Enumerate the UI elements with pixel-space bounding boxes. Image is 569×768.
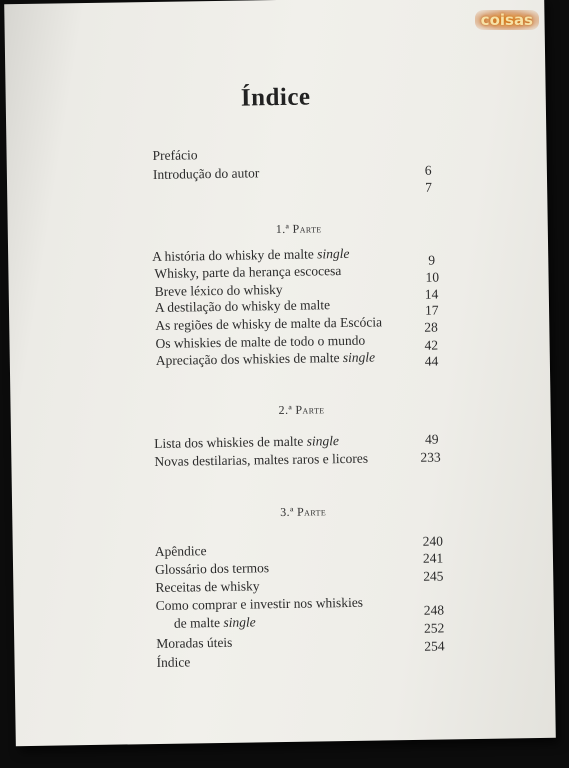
toc-page-number: 245	[423, 568, 444, 584]
book-page	[4, 0, 556, 746]
toc-page-number: 248	[423, 602, 445, 618]
toc-entry-label: Como comprar e investir nos whiskies	[155, 594, 364, 613]
toc-page-number: 42	[424, 337, 439, 353]
toc-entry-label: Introdução do autor	[152, 165, 260, 182]
toc-page-number: 6	[424, 162, 432, 178]
toc-entry-label: A destilação do whisky de malte	[154, 297, 331, 315]
part-number: 1.ª	[275, 221, 290, 237]
part-word: Parte	[292, 221, 322, 236]
entry-text: A história do whisky de malte	[152, 246, 314, 264]
page-title: Índice	[240, 83, 311, 112]
toc-page-number: 9	[428, 252, 436, 268]
toc-page-number: 28	[424, 319, 438, 335]
part-heading	[276, 221, 322, 237]
toc-entry-label: Moradas úteis	[156, 634, 233, 651]
toc-entry-label: Receitas de whisky	[155, 578, 260, 595]
toc-entry-label	[156, 350, 376, 369]
toc-page-number: 254	[424, 638, 445, 654]
toc-entry-label: Whisky, parte da herança escocesa	[154, 263, 342, 281]
part-word: Parte	[296, 504, 327, 519]
toc-page-number: 17	[424, 302, 439, 318]
toc-entry-label: Índice	[156, 654, 191, 670]
part-word: Parte	[295, 402, 325, 417]
toc-entry-label	[174, 614, 256, 631]
toc-entry-label: As regiões de whisky de malte da Escócia	[155, 314, 383, 333]
entry-italic-text: single	[306, 433, 340, 449]
toc-page-number: 7	[425, 179, 432, 195]
entry-text: Lista dos whiskies de malte	[154, 433, 304, 451]
toc-entry-label: Glossário dos termos	[154, 560, 270, 577]
entry-italic-text: single	[342, 349, 376, 366]
entry-italic-text: single	[317, 245, 350, 262]
toc-page-number: 14	[424, 286, 439, 302]
toc-entry-label: Breve léxico do whisky	[154, 281, 283, 299]
watermark-logo: coisas	[475, 10, 539, 30]
toc-entry-label	[152, 246, 349, 265]
part-number: 2.ª	[278, 402, 293, 418]
part-number: 3.ª	[280, 504, 294, 520]
toc-page-number: 241	[422, 550, 444, 566]
entry-italic-text: single	[223, 614, 256, 630]
toc-page-number: 252	[423, 620, 445, 636]
toc-page-number: 240	[422, 533, 444, 549]
part-heading	[279, 402, 325, 418]
toc-entry-label: Os whiskies de malte de todo o mundo	[155, 332, 366, 351]
toc-page-number: 44	[424, 353, 439, 369]
toc-entry-label	[154, 433, 339, 452]
toc-entry-label: Novas destilarias, maltes raros e licores	[154, 450, 369, 469]
toc-page-number: 49	[424, 431, 439, 447]
entry-text: Apreciação dos whiskies de malte	[155, 350, 340, 368]
entry-text: de malte	[173, 614, 221, 631]
toc-entry-label: Prefácio	[152, 147, 198, 163]
part-heading	[280, 504, 326, 520]
toc-entry-label: Apêndice	[154, 543, 207, 559]
toc-page-number: 10	[425, 269, 440, 285]
toc-page-number: 233	[420, 449, 441, 465]
